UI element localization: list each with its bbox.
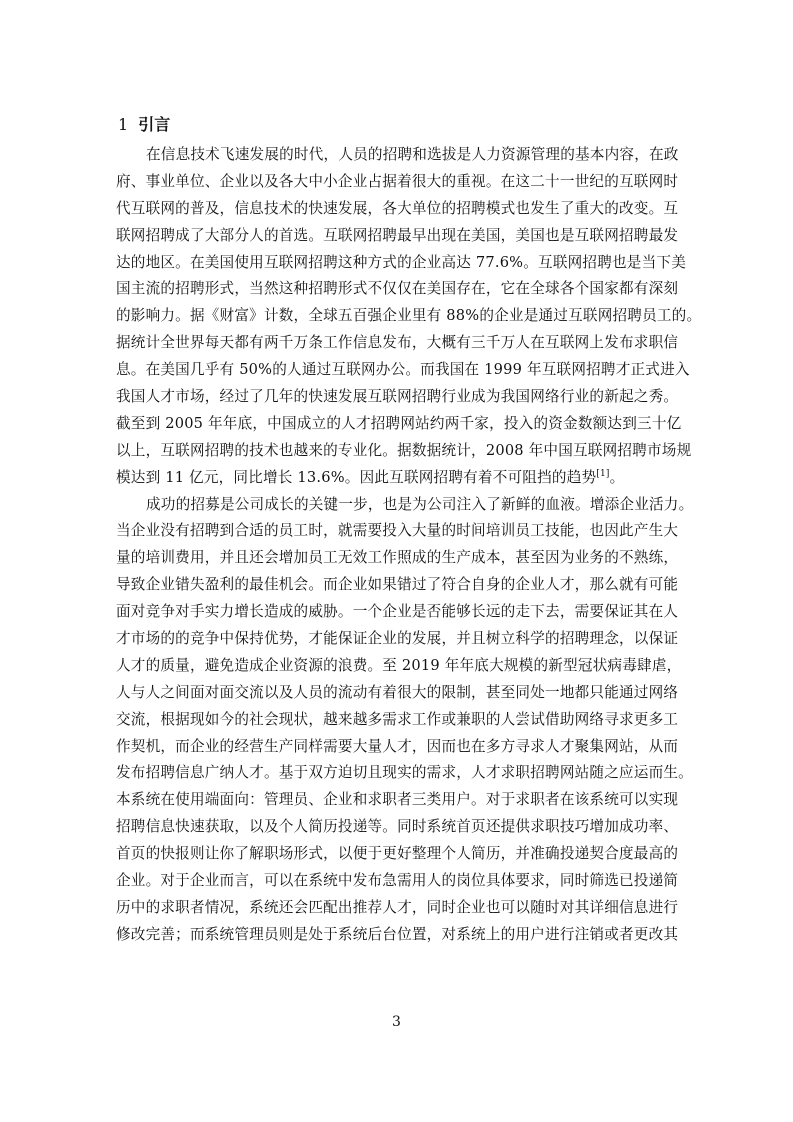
- text-line-content: 招聘信息快速获取，以及个人简历投递等。同时系统首页还提供求职技巧增加成功率、: [116, 818, 679, 836]
- text-line-content: 首页的快报则让你了解职场形式，以便于更好整理个人简历，并准确投递契合度最高的: [116, 845, 679, 863]
- text-line-content: 发布招聘信息广纳人才。基于双方迫切且现实的需求，人才求职招聘网站随之应运而生。: [116, 764, 693, 782]
- text-line: [116, 465, 678, 492]
- text-line: [116, 895, 678, 922]
- text-line: [116, 438, 692, 465]
- text-line: [116, 357, 690, 384]
- text-line: [116, 707, 678, 734]
- text-line: [116, 250, 686, 277]
- text-line-content: 模达到 11 亿元，同比增长 13.6%。因此互联网招聘有着不可阻挡的趋势: [116, 468, 597, 486]
- page-number: 3: [392, 1014, 401, 1030]
- text-line-content: 息。在美国几乎有 50%的人通过互联网办公。而我国在 1999 年互联网招聘才正式进入: [116, 361, 690, 379]
- text-line: [116, 922, 678, 949]
- text-line: [116, 223, 678, 250]
- text-line-content: 的影响力。据《财富》计数，全球五百强企业里有 88%的企业是通过互联网招聘员工的。: [116, 307, 702, 325]
- text-line-content: 导致企业错失盈利的最佳机会。而企业如果错过了符合自身的企业人才，那么就有可能: [116, 576, 679, 594]
- text-line: [116, 545, 678, 572]
- text-line-content: 才市场的的竞争中保持优势，才能保证企业的发展，并且树立科学的招聘理念，以保证: [116, 630, 679, 648]
- text-line-content: 企业。对于企业而言，可以在系统中发布急需用人的岗位具体要求，同时筛选已投递简: [116, 872, 679, 890]
- text-line-content: 据统计全世界每天都有两千万条工作信息发布，大概有三千万人在互联网上发布求职信: [116, 334, 679, 352]
- text-line: [116, 518, 678, 545]
- text-line-content: 我国人才市场，经过了几年的快速发展互联网招聘行业成为我国网络行业的新起之秀。: [116, 388, 679, 406]
- text-line: [116, 599, 678, 626]
- text-line: [116, 572, 678, 599]
- text-line: [116, 734, 678, 761]
- text-line-content: 代互联网的普及，信息技术的快速发展，各大单位的招聘模式也发生了重大的改变。互: [116, 199, 679, 217]
- text-line: [116, 814, 678, 841]
- text-line-content: 作契机，而企业的经营生产同样需要大量人才，因而也在多方寻求人才聚集网站，从而: [116, 737, 679, 755]
- text-line-content: 当企业没有招聘到合适的员工时，就需要投入大量的时间培训员工技能，也因此产生大: [116, 522, 679, 540]
- text-line-content: 交流，根据现如今的社会现状，越来越多需求工作或兼职的人尝试借助网络寻求更多工: [116, 710, 679, 728]
- text-line: [116, 169, 678, 196]
- text-line-content: 府、事业单位、企业以及各大中小企业占据着很大的重视。在这二十一世纪的互联网时: [116, 172, 679, 190]
- citation-reference: [1]: [596, 468, 610, 479]
- text-line: [116, 276, 678, 303]
- text-line-content: 面对竞争对手实力增长造成的威胁。一个企业是否能够长远的走下去，需要保证其在人: [116, 603, 679, 621]
- text-line-content: 人与人之间面对面交流以及人员的流动有着很大的限制，甚至同处一地都只能通过网络: [116, 683, 679, 701]
- text-line: [116, 492, 694, 519]
- section-heading: [118, 114, 170, 136]
- paragraph-2: [116, 492, 694, 949]
- section-title: 引言: [138, 115, 171, 134]
- text-line: [116, 303, 702, 330]
- text-line: [116, 196, 678, 223]
- text-line: [116, 411, 682, 438]
- text-line: [116, 868, 678, 895]
- text-line: [116, 680, 678, 707]
- text-line-end: 。: [609, 468, 625, 486]
- text-line-content: 量的培训费用，并且还会增加员工无效工作照成的生产成本，甚至因为业务的不熟练，: [116, 549, 679, 567]
- text-line: [116, 626, 678, 653]
- text-line-content: 历中的求职者情况，系统还会匹配出推荐人才，同时企业也可以随时对其详细信息进行: [116, 898, 679, 916]
- paragraph-1: [116, 142, 702, 492]
- text-line-content: 联网招聘成了大部分人的首选。互联网招聘最早出现在美国，美国也是互联网招聘最发: [116, 226, 679, 244]
- text-line-content: 国主流的招聘形式，当然这种招聘形式不仅仅在美国存在，它在全球各个国家都有深刻: [116, 280, 679, 298]
- text-line: [116, 384, 678, 411]
- text-line: [116, 330, 678, 357]
- body-text: [116, 142, 702, 949]
- text-line-content: 达的地区。在美国使用互联网招聘这种方式的企业高达 77.6%。互联网招聘也是当下美: [116, 253, 686, 271]
- text-line-content: 截至到 2005 年年底，中国成立的人才招聘网站约两千家，投入的资金数额达到三十亿: [116, 414, 682, 432]
- text-line-content: 在信息技术飞速发展的时代，人员的招聘和选拔是人力资源管理的基本内容，在政: [146, 146, 679, 163]
- text-line-content: 本系统在使用端面向：管理员、企业和求职者三类用户。对于求职者在该系统可以实现: [116, 791, 679, 809]
- text-line: [116, 787, 678, 814]
- text-line: [116, 142, 678, 169]
- text-line: [116, 841, 678, 868]
- section-number: 1: [118, 115, 129, 134]
- text-line: [116, 760, 693, 787]
- text-line-content: 人才的质量，避免造成企业资源的浪费。至 2019 年年底大规模的新型冠状病毒肆虐，: [116, 656, 682, 674]
- text-line: [116, 653, 682, 680]
- text-line-content: 以上，互联网招聘的技术也越来的专业化。据数据统计，2008 年中国互联网招聘市场规: [116, 441, 692, 459]
- text-line-content: 修改完善；而系统管理员则是处于系统后台位置，对系统上的用户进行注销或者更改其: [116, 925, 679, 943]
- text-line-content: 成功的招募是公司成长的关键一步，也是为公司注入了新鲜的血液。增添企业活力。: [146, 495, 694, 513]
